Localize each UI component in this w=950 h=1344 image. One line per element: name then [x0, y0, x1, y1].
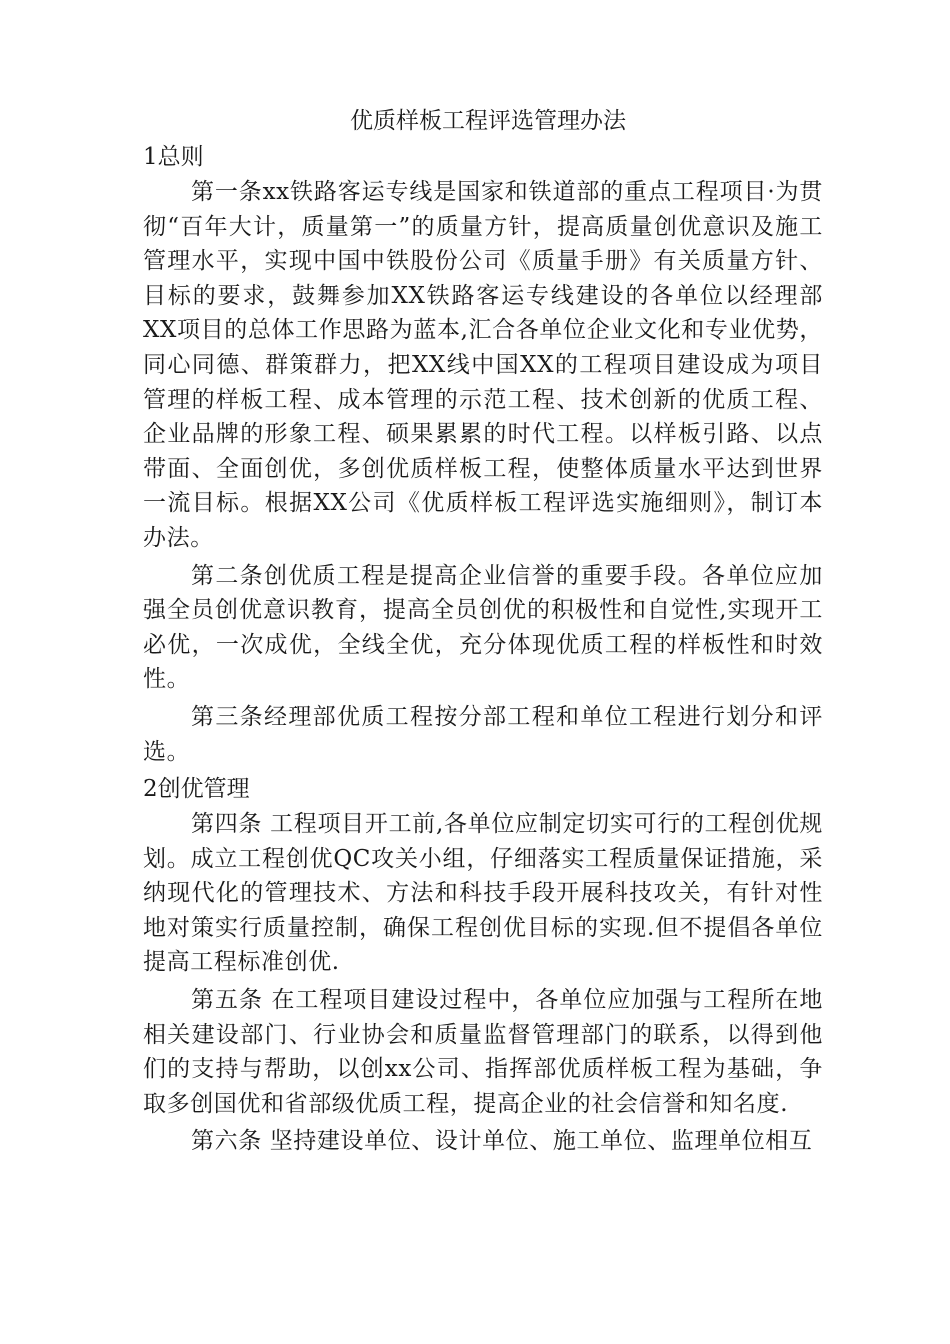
section-quality-management — [143, 772, 823, 1159]
document-title: 优质样板工程评选管理办法 — [350, 108, 626, 134]
article-6: 第六条 坚持建设单位、设计单位、施工单位、监理单位相互 — [191, 1128, 813, 1155]
article-2: 第二条创优质工程是提高企业信誉的重要手段。各单位应加强全员创优意识教育，提高全员创优的积极性和自觉性,实现开工必优，一次成优，全线全优，充分体现优质工程的样板性和时效性。 — [143, 562, 823, 693]
article-4: 第四条 工程项目开工前,各单位应制定切实可行的工程创优规划。成立工程创优QC攻关小组，仔细落实工程质量保证措施，采纳现代化的管理技术、方法和科技手段开展科技攻关，有针对性地对策实行质量控制，确保工程创优目标的实现.但不提倡各单位提高工程标准创优. — [143, 811, 823, 976]
section-heading: 1总则 — [143, 144, 204, 170]
section-heading: 2创优管理 — [143, 776, 250, 803]
document-page — [143, 104, 823, 1162]
article-1: 第一条xx铁路客运专线是国家和铁道部的重点工程项目·为贯彻“百年大计，质量第一”的质量方针，提高质量创优意识及施工管理水平，实现中国中铁股份公司《质量手册》有关质量方针、目标的要求，鼓舞参加XX铁路客运专线建设的各单位以经理部XX项目的总体工作思路为蓝本,汇合各单位企业文化和专业优势，同心同德、群策群力，把XX线中国XX的工程项目建设成为项目管理的样板工程、成本管理的示范工程、技术创新的优质工程、企业品牌的形象工程、硕果累累的时代工程。以样板引路、以点带面、全面创优，多创优质样板工程，使整体质量水平达到世界一流目标。根据XX公司《优质样板工程评选实施细则》，制订本办法。 — [143, 179, 823, 551]
article-5: 第五条 在工程项目建设过程中，各单位应加强与工程所在地相关建设部门、行业协会和质量监督管理部门的联系，以得到他们的支持与帮助，以创xx公司、指挥部优质样板工程为基础，争取多创国优和省部级优质工程，提高企业的社会信誉和知名度. — [143, 987, 823, 1117]
section-general — [143, 140, 823, 769]
article-3: 第三条经理部优质工程按分部工程和单位工程进行划分和评选。 — [143, 703, 823, 765]
